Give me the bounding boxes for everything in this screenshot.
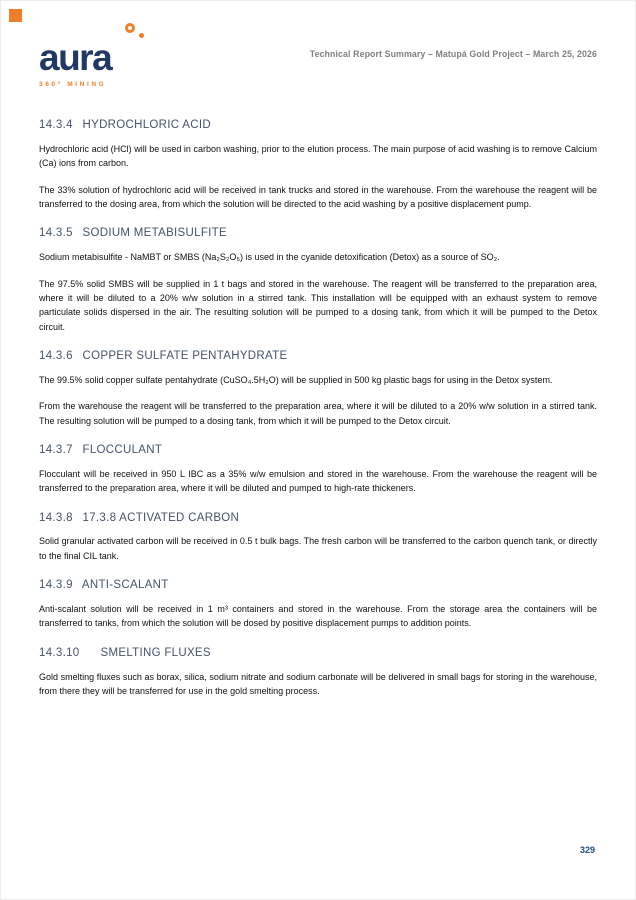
aura-logo bbox=[39, 23, 111, 88]
section-heading bbox=[39, 350, 597, 364]
page-number: 329 bbox=[579, 845, 595, 855]
section-sodium-metabisulfite bbox=[39, 227, 597, 334]
logo-text: aura bbox=[39, 37, 112, 78]
section-heading bbox=[39, 444, 597, 458]
paragraph: Anti-scalant solution will be received in 1 m³ containers and stored in the warehouse. From the storage area the containers will be transferred to tanks, from which the solution will be dosed by positive displacement pumps to addition points. bbox=[39, 604, 597, 629]
section-heading bbox=[39, 119, 597, 133]
section-number: 14.3.10 bbox=[39, 646, 80, 659]
section-copper-sulfate-pentahydrate bbox=[39, 350, 597, 428]
section-smelting-fluxes bbox=[39, 647, 597, 699]
paragraph: Gold smelting fluxes such as borax, silica, sodium nitrate and sodium carbonate will be delivered in small bags for storing in the warehouse, from there they will be transferred for use in the gold smelting process. bbox=[39, 671, 597, 696]
section-title: 17.3.8 ACTIVATED CARBON bbox=[82, 511, 240, 524]
paragraph: The 33% solution of hydrochloric acid will be received in tank trucks and stored in the warehouse. From the warehouse the reagent will be transferred to the dosing area, from which the solution will be directed to the acid washing by a positive displacement pump. bbox=[39, 184, 597, 209]
section-heading bbox=[39, 227, 597, 241]
report-header-title: Technical Report Summary – Matupá Gold Project – March 25, 2026 bbox=[309, 49, 597, 59]
section-title: SMELTING FLUXES bbox=[100, 646, 211, 659]
section-flocculant bbox=[39, 444, 597, 496]
page-header bbox=[1, 1, 635, 105]
aura-logo-mark bbox=[39, 23, 111, 76]
section-title: SODIUM METABISULFITE bbox=[82, 227, 227, 240]
section-heading bbox=[39, 579, 597, 593]
section-title: HYDROCHLORIC ACID bbox=[82, 119, 211, 131]
section-title: COPPER SULFATE PENTAHYDRATE bbox=[82, 350, 288, 363]
section-heading bbox=[39, 647, 597, 661]
section-number: 14.3.7 bbox=[39, 444, 73, 457]
logo-dot-icon bbox=[139, 33, 144, 38]
section-activated-carbon bbox=[39, 512, 597, 564]
section-number: 14.3.4 bbox=[39, 119, 73, 131]
section-title: ANTI-SCALANT bbox=[81, 579, 169, 592]
paragraph: The 97.5% solid SMBS will be supplied in 1 t bags and stored in the warehouse. The reagent will be transferred to the preparation area, where it will be diluted to a 20% w/w solution in a stirred tank. This installation will be equipped with an exhaust system to remove particulate solids dispersed in the air. The resulting solution will be pumped to a dosing tank, from which it will be pumped to the Detox circuit. bbox=[39, 278, 597, 332]
paragraph: Sodium metabisulfite - NaMBT or SMBS (Na₂S₂O₅) is used in the cyanide detoxification (Detox) as a source of SO₂. bbox=[39, 252, 500, 263]
document-content bbox=[39, 115, 597, 710]
section-number: 14.3.6 bbox=[39, 350, 73, 363]
section-hydrochloric-acid bbox=[39, 119, 597, 211]
paragraph: The 99.5% solid copper sulfate pentahydrate (CuSO₄.5H₂O) will be supplied in 500 kg plastic bags for using in the Detox system. bbox=[39, 374, 553, 385]
paragraph: Solid granular activated carbon will be received in 0.5 t bulk bags. The fresh carbon will be transferred to the carbon quench tank, or directly to the final CIL tank. bbox=[39, 536, 597, 561]
section-heading bbox=[39, 512, 597, 526]
logo-ring-icon bbox=[125, 23, 135, 33]
section-number: 14.3.8 bbox=[39, 511, 73, 524]
section-number: 14.3.9 bbox=[39, 579, 73, 592]
section-anti-scalant bbox=[39, 579, 597, 631]
paragraph: From the warehouse the reagent will be transferred to the preparation area, where it will be diluted to a 20% w/w solution in a stirred tank. The resulting solution will be pumped to a dosing tank, from which it will be pumped to the Detox circuit. bbox=[39, 401, 597, 426]
paragraph: Hydrochloric acid (HCl) will be used in carbon washing, prior to the elution process. The main purpose of acid washing is to remove Calcium (Ca) ions from carbon. bbox=[39, 143, 597, 169]
logo-tagline: 360° MINING bbox=[39, 81, 107, 88]
section-number: 14.3.5 bbox=[39, 227, 73, 240]
paragraph: Flocculant will be received in 950 L IBC as a 35% w/w emulsion and stored in the warehouse. From the warehouse the reagent will be transferred to the preparation area, where it will be diluted and pumped to high-rate thickeners. bbox=[39, 468, 597, 494]
section-title: FLOCCULANT bbox=[82, 444, 163, 457]
